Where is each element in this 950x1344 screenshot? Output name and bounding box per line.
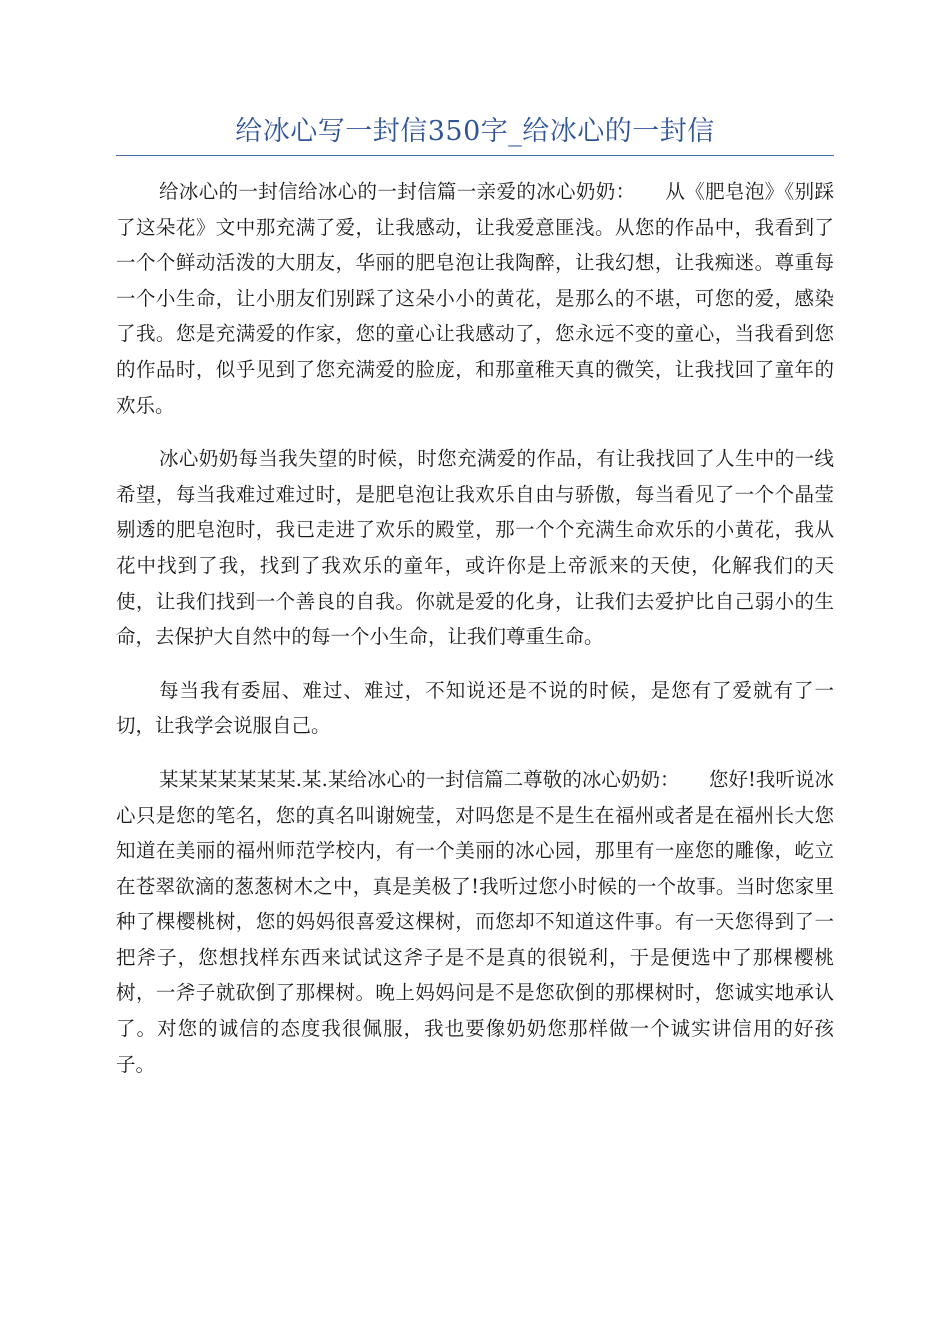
- paragraph-2: 冰心奶奶每当我失望的时候，时您充满爱的作品，有让我找回了人生中的一线希望，每当我难过难过时，是肥皂泡让我欢乐自由与骄傲，每当看见了一个个晶莹剔透的肥皂泡时，我已走进了欢乐的殿堂，那一个个充满生命欢乐的小黄花，我从花中找到了我，找到了我欢乐的童年，或许你是上帝派来的天使，化解我们的天使，让我们找到一个善良的自我。你就是爱的化身，让我们去爱护比自己弱小的生命，去保护大自然中的每一个小生命，让我们尊重生命。: [116, 447, 834, 649]
- paragraph-4: 某某某某某某某.某.某给冰心的一封信篇二尊敬的冰心奶奶： 您好!我听说冰心只是您的笔名，您的真名叫谢婉莹，对吗您是不是生在福州或者是在福州长大您知道在美丽的福州师范学校内，有一个美丽的冰心园，那里有一座您的雕像，屹立在苍翠欲滴的葱葱树木之中，真是美极了!我听过您小时候的一个故事。当时您家里种了棵樱桃树，您的妈妈很喜爱这棵树，而您却不知道这件事。有一天您得到了一把斧子，您想找样东西来试试这斧子是不是真的很锐利，于是便选中了那棵樱桃树，一斧子就砍倒了那棵树。晚上妈妈问是不是您砍倒的那棵树时，您诚实地承认了。对您的诚信的态度我很佩服，我也要像奶奶您那样做一个诚实讲信用的好孩子。: [116, 767, 834, 1076]
- document-title: 给冰心写一封信350字_给冰心的一封信: [235, 116, 715, 147]
- paragraph-3: 每当我有委屈、难过、难过，不知说还是不说的时候，是您有了爱就有了一切，让我学会说服自己。: [116, 678, 834, 738]
- document-body: [116, 174, 834, 1100]
- title-underline: [116, 155, 834, 156]
- paragraph-1: 给冰心的一封信给冰心的一封信篇一亲爱的冰心奶奶： 从《肥皂泡》《别踩了这朵花》文中那充满了爱，让我感动，让我爱意匪浅。从您的作品中，我看到了一个个鲜动活泼的大朋友，华丽的肥皂泡让我陶醉，让我幻想，让我痴迷。尊重每一个小生命，让小朋友们别踩了这朵小小的黄花，是那么的不堪，可您的爱，感染了我。您是充满爱的作家，您的童心让我感动了，您永远不变的童心，当我看到您的作品时，似乎见到了您充满爱的脸庞，和那童稚天真的微笑，让我找回了童年的欢乐。: [116, 180, 834, 417]
